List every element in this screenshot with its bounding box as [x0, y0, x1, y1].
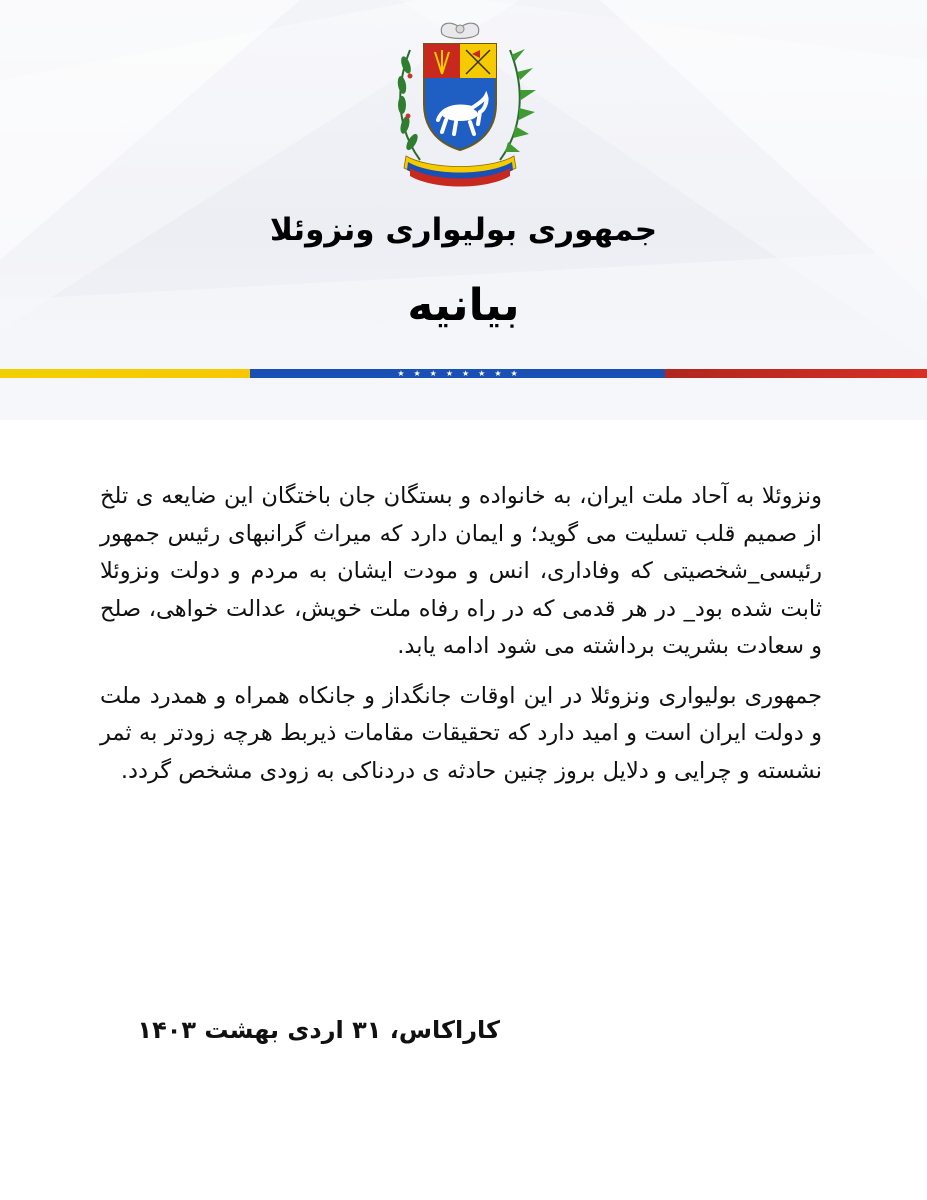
- star-icon: ★: [478, 369, 486, 378]
- star-icon: ★: [429, 369, 437, 378]
- laurel-branch-icon: [396, 50, 420, 160]
- star-icon: ★: [397, 369, 405, 378]
- flag-band-yellow: [0, 369, 250, 378]
- star-icon: ★: [462, 369, 470, 378]
- shield-icon: [424, 44, 496, 150]
- statement-paragraph: جمهوری بولیواری ونزوئلا در این اوقات جانگداز و جانکاه همراه و همدرد ملت و دولت ایران است و امید دارد که تحقیقات مقامات ذیربط هرچه زودتر به ثمر نشسته و چرایی و دلایل بروز چنین حادثه ی دردناکی به زودی مشخص گردد.: [100, 682, 822, 784]
- star-icon: ★: [510, 369, 518, 378]
- flag-color-band: [0, 369, 927, 378]
- document-title: بیانیه: [407, 280, 520, 331]
- flag-band-blue: [250, 369, 665, 378]
- star-icon: ★: [494, 369, 502, 378]
- place-and-date: کاراکاس، ۳۱ اردی بهشت ۱۴۰۳: [137, 1016, 500, 1044]
- republic-name-heading: جمهوری بولیواری ونزوئلا: [269, 212, 658, 248]
- tricolor-ribbon-icon: [404, 156, 516, 187]
- star-icon: ★: [445, 369, 453, 378]
- coat-of-arms-emblem: [380, 20, 540, 190]
- flag-band-red: [665, 369, 927, 378]
- cornucopia-icon: [441, 23, 478, 38]
- letterhead: [0, 0, 927, 420]
- statement-paragraph: ونزوئلا به آحاد ملت ایران، به خانواده و بستگان جان باختگان این ضایعه ی تلخ از صمیم قلب تسلیت می گوید؛ و ایمان دارد که میراث گرانبهای رئیس جمهور رئیسی_شخصیتی که وفاداری، انس و مودت ایشان به مردم و دولت ونزوئلا ثابت شده بود_ در هر قدمی که در راه رفاه ملت خویش، عدالت خواهی، صلح و سعادت بشریت برداشته می شود ادامه یابد.: [100, 483, 822, 659]
- statement-body: [100, 478, 822, 802]
- star-icon: ★: [413, 369, 421, 378]
- palm-branch-icon: [500, 49, 536, 160]
